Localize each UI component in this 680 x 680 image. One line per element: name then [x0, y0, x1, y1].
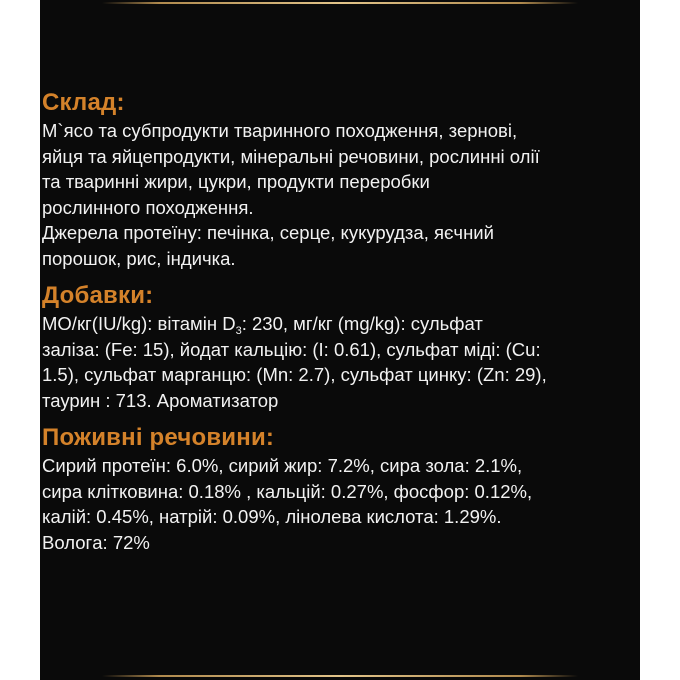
additives-line-prefix: МО/кг(IU/kg): вітамін D — [42, 313, 236, 334]
composition-heading: Склад: — [42, 89, 125, 116]
additives-line: заліза: (Fe: 15), йодат кальцію: (I: 0.61), сульфат міді: (Cu: — [42, 338, 541, 360]
top-decorative-line — [102, 2, 578, 4]
nutrients-line: калій: 0.45%, натрій: 0.09%, лінолева кислота: 1.29%. — [42, 506, 502, 527]
vitamin-subscript: 3 — [235, 325, 242, 337]
nutrients-line: Вологa: 72% — [42, 531, 150, 553]
additives-line-suffix: : 230, мг/кг (mg/kg): сульфат — [241, 313, 483, 334]
composition-line: М`ясо та субпродукти тваринного походження, зернові, — [42, 120, 518, 141]
ingredients-panel — [40, 0, 640, 680]
composition-section — [42, 88, 638, 271]
composition-line: яйця та яйцепродукти, мінеральні речовини, рослинні олії — [42, 145, 540, 167]
nutrients-text — [42, 453, 638, 555]
additives-section — [42, 281, 638, 413]
nutrients-section — [42, 423, 638, 555]
additives-text — [42, 311, 638, 413]
additives-line: 1.5), сульфат марганцю: (Mn: 2.7), сульфат цинку: (Zn: 29), — [42, 364, 547, 385]
composition-line: Джерела протеїну: печінка, серце, кукурудза, яєчний — [42, 222, 494, 243]
ingredients-content — [42, 88, 638, 565]
composition-line: порошок, рис, індичка. — [42, 247, 236, 269]
nutrients-line: сира клітковина: 0.18% , кальцій: 0.27%, фосфор: 0.12%, — [42, 480, 533, 502]
composition-line: та тваринні жири, цукри, продукти переробки — [42, 171, 430, 192]
additives-heading: Добавки: — [42, 282, 154, 309]
additives-line: таурин : 713. Ароматизатор — [42, 389, 279, 411]
composition-line: рослинного походження. — [42, 196, 254, 218]
nutrients-heading: Поживні речовини: — [42, 424, 275, 451]
composition-text — [42, 118, 638, 271]
additives-line — [42, 311, 638, 337]
nutrients-line: Сирий протеїн: 6.0%, сирий жир: 7.2%, сира зола: 2.1%, — [42, 455, 523, 476]
bottom-decorative-line — [102, 675, 578, 677]
